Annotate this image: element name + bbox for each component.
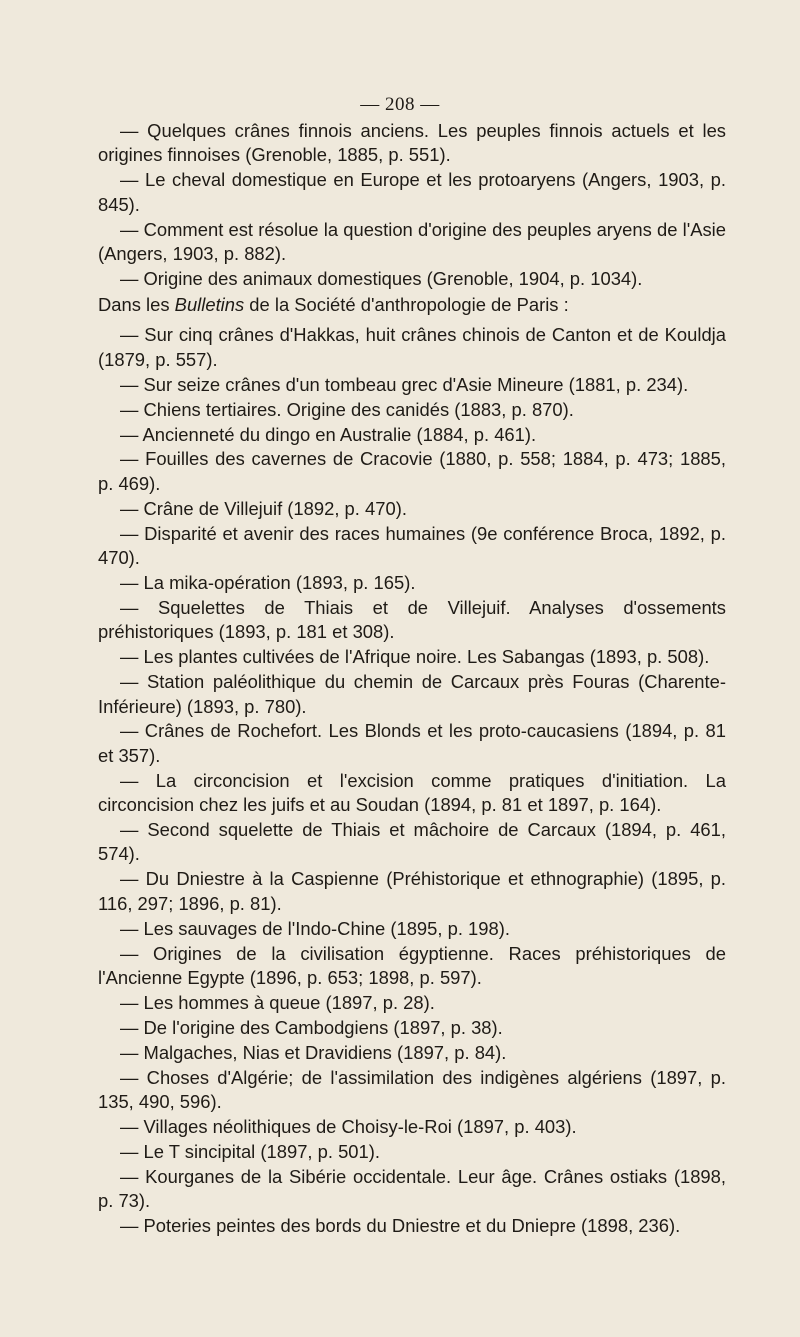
list-item: — Sur seize crânes d'un tombeau grec d'Asie Mineure (1881, p. 234).: [120, 373, 689, 395]
list-item: — Disparité et avenir des races humaines (9e conférence Broca, 1892, p. 470).: [98, 522, 726, 569]
list-item: — Le T sincipital (1897, p. 501).: [120, 1140, 381, 1162]
list-item: — Du Dniestre à la Caspienne (Préhistorique et ethnographie) (1895, p. 116, 297; 1896, p. 81).: [98, 868, 726, 914]
list-item: — Ancienneté du dingo en Australie (1884, p. 461).: [120, 423, 537, 445]
list-item: — Les hommes à queue (1897, p. 28).: [120, 991, 435, 1013]
list-item: — La mika-opération (1893, p. 165).: [120, 571, 416, 593]
list-item: — Les sauvages de l'Indo-Chine (1895, p. 198).: [120, 917, 510, 939]
list-item: — Les plantes cultivées de l'Afrique noire. Les Sabangas (1893, p. 508).: [120, 646, 710, 668]
list-item: — Quelques crânes finnois anciens. Les peuples finnois actuels et les origines finnoises (Grenoble, 1885, p. 551).: [98, 120, 726, 166]
list-item: — Crânes de Rochefort. Les Blonds et les proto-caucasiens (1894, p. 81 et 357).: [98, 720, 726, 766]
list-item: — Origine des animaux domestiques (Grenoble, 1904, p. 1034).: [120, 267, 643, 289]
list-item: — Poteries peintes des bords du Dniestre et du Dniepre (1898, 236).: [120, 1215, 681, 1237]
list-item: — Villages néolithiques de Choisy-le-Roi (1897, p. 403).: [120, 1115, 577, 1137]
section-intro: [98, 293, 726, 317]
page-number: — 208 —: [360, 94, 440, 115]
list-item: — De l'origine des Cambodgiens (1897, p. 38).: [120, 1016, 503, 1038]
publications-list-congress: [98, 119, 726, 292]
list-item: — Fouilles des cavernes de Cracovie (1880, p. 558; 1884, p. 473; 1885, p. 469).: [98, 448, 726, 494]
intro-suffix: de la Société d'anthropologie de Paris :: [244, 294, 569, 315]
list-item: — Choses d'Algérie; de l'assimilation des indigènes algériens (1897, p. 135, 490, 596).: [98, 1066, 726, 1112]
list-item: — Sur cinq crânes d'Hakkas, huit crânes chinois de Canton et de Kouldja (1879, p. 557).: [98, 324, 726, 370]
list-item: — Station paléolithique du chemin de Carcaux près Fouras (Charente-Inférieure) (1893, p. 780).: [98, 671, 726, 717]
list-item: — La circoncision et l'excision comme pratiques d'initiation. La circoncision chez les juifs et au Soudan (1894, p. 81 et 1897, p. 164).: [98, 769, 726, 816]
intro-journal-title: Bulletins: [174, 294, 245, 315]
publications-list-bulletins: [98, 293, 726, 1239]
list-item: — Crâne de Villejuif (1892, p. 470).: [120, 497, 407, 519]
list-item: — Le cheval domestique en Europe et les protoaryens (Angers, 1903, p. 845).: [98, 169, 726, 215]
list-item: — Origines de la civilisation égyptienne. Races préhistoriques de l'Ancienne Egypte (1896, p. 653; 1898, p. 597).: [98, 942, 726, 988]
list-item: — Squelettes de Thiais et de Villejuif. Analyses d'ossements préhistoriques (1893, p. 181 et 308).: [98, 596, 726, 643]
list-item: — Comment est résolue la question d'origine des peuples aryens de l'Asie (Angers, 1903, p. 882).: [98, 218, 726, 265]
intro-prefix: Dans les: [98, 294, 175, 315]
list-item: — Malgaches, Nias et Dravidiens (1897, p. 84).: [120, 1041, 507, 1063]
list-item: — Chiens tertiaires. Origine des canidés (1883, p. 870).: [120, 398, 574, 420]
list-item: — Kourganes de la Sibérie occidentale. Leur âge. Crânes ostiaks (1898, p. 73).: [98, 1165, 726, 1212]
list-item: — Second squelette de Thiais et mâchoire de Carcaux (1894, p. 461, 574).: [98, 819, 726, 865]
